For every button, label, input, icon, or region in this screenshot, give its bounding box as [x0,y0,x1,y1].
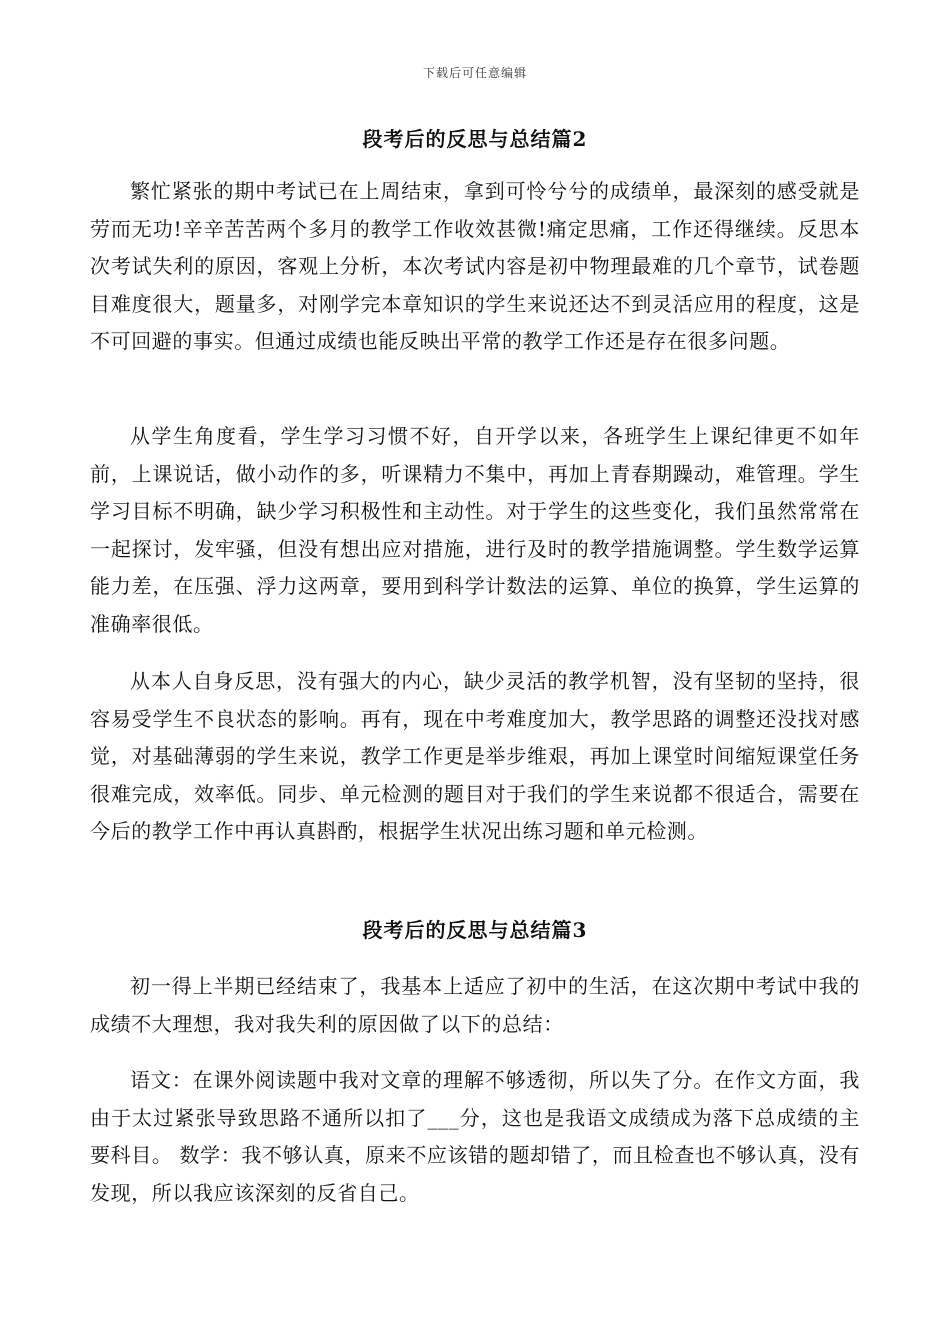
paragraph: 初一得上半期已经结束了，我基本上适应了初中的生活，在这次期中考试中我的成绩不大理想，我对我失利的原因做了以下的总结： [90,974,860,1036]
paragraph: 从本人自身反思，没有强大的内心，缺少灵活的教学机智，没有坚韧的坚持，很容易受学生不良状态的影响。再有，现在中考难度加大，教学思路的调整还没找对感觉，对基础薄弱的学生来说，教学工作更是举步维艰，再加上课堂时间缩短课堂任务很难完成，效率低。同步、单元检测的题目对于我们的学生来说都不很适合，需要在今后的教学工作中再认真斟酌，根据学生状况出练习题和单元检测。 [90,669,860,843]
paragraph: 从学生角度看，学生学习习惯不好，自开学以来，各班学生上课纪律更不如年前，上课说话，做小动作的多，听课精力不集中，再加上青春期躁动，难管理。学生学习目标不明确，缺少学习积极性和主动性。对于学生的这些变化，我们虽然常常在一起探讨，发牢骚，但没有想出应对措施，进行及时的教学措施调整。学生数学运算能力差，在压强、浮力这两章，要用到科学计数法的运算、单位的换算，学生运算的准确率很低。 [90,424,860,636]
section-title: 段考后的反思与总结篇2 [362,127,588,151]
paragraph: 繁忙紧张的期中考试已在上周结束，拿到可怜兮兮的成绩单，最深刻的感受就是劳而无功!辛辛苦苦两个多月的教学工作收效甚微!痛定思痛，工作还得继续。反思本次考试失利的原因，客观上分析，本次考试内容是初中物理最难的几个章节，试卷题目难度很大，题量多，对刚学完本章知识的学生来说还达不到灵活应用的程度，这是不可回避的事实。但通过成绩也能反映出平常的教学工作还是存在很多问题。 [90,179,860,353]
paragraph: 语文：在课外阅读题中我对文章的理解不够透彻，所以失了分。在作文方面，我由于太过紧张导致思路不通所以扣了___分，这也是我语文成绩成为落下总成绩的主要科目。 数学：我不够认真，原来不应该错的题却错了，而且检查也不够认真，没有发现，所以我应该深刻的反省自己。 [90,1068,860,1205]
page-header-note: 下载后可任意编辑 [422,66,527,80]
section-title: 段考后的反思与总结篇3 [362,918,588,942]
